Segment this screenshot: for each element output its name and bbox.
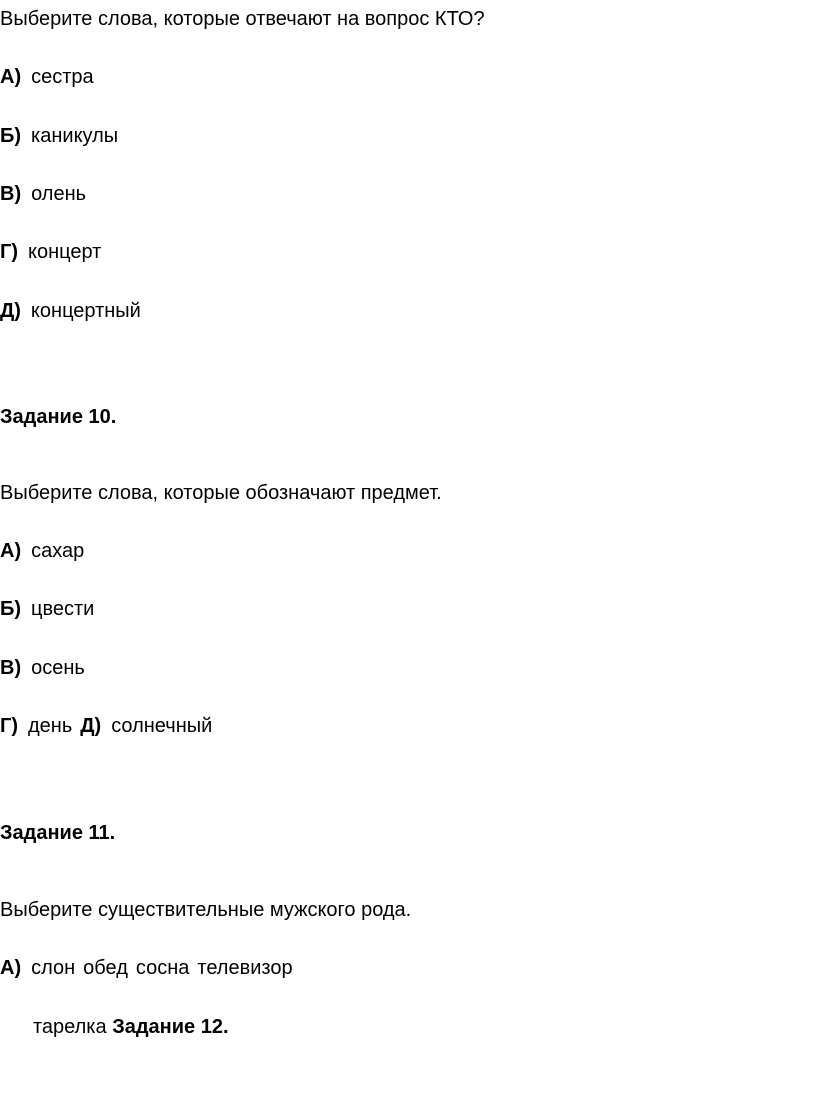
option-text: олень xyxy=(31,183,87,205)
option-letter: В) xyxy=(0,657,22,679)
option-letter: Д) xyxy=(80,715,102,737)
option-letter: Г) xyxy=(0,715,18,737)
option-text: день xyxy=(28,715,73,737)
word: слон xyxy=(31,957,76,979)
word: обед xyxy=(83,957,128,979)
q10-title: Задание 10. xyxy=(0,406,117,428)
option-letter: А) xyxy=(0,957,22,979)
word: тарелка xyxy=(33,1016,107,1038)
q10-option-b xyxy=(0,596,94,622)
q9-option-c xyxy=(0,181,86,207)
q9-option-d xyxy=(0,239,101,265)
q11-option-a-continued xyxy=(33,1014,229,1040)
option-text: сахар xyxy=(31,540,85,562)
option-text: сестра xyxy=(31,66,94,88)
option-text: концерт xyxy=(28,241,102,263)
q12-title: Задание 12. xyxy=(112,1016,229,1038)
option-letter: Б) xyxy=(0,598,22,620)
option-text: каникулы xyxy=(31,125,119,147)
option-letter: Г) xyxy=(0,241,18,263)
q11-title: Задание 11. xyxy=(0,822,116,844)
q10-option-a xyxy=(0,538,84,564)
option-letter: Б) xyxy=(0,125,22,147)
option-text: цвести xyxy=(31,598,95,620)
option-letter: А) xyxy=(0,540,22,562)
q9-option-b xyxy=(0,123,118,149)
q9-option-e xyxy=(0,298,141,324)
q10-question: Выберите слова, которые обозначают предмет. xyxy=(0,482,442,504)
option-letter: В) xyxy=(0,183,22,205)
q9-option-a xyxy=(0,64,94,90)
q10-option-c xyxy=(0,655,85,681)
q11-option-a xyxy=(0,955,293,981)
q11-question: Выберите существительные мужского рода. xyxy=(0,899,412,921)
q10-option-d-e xyxy=(0,713,212,739)
option-text: осень xyxy=(31,657,85,679)
option-text: солнечный xyxy=(111,715,213,737)
option-text: концертный xyxy=(30,300,141,322)
option-letter: Д) xyxy=(0,300,21,322)
option-letter: А) xyxy=(0,66,22,88)
word: сосна xyxy=(135,957,190,979)
q9-question: Выберите слова, которые отвечают на вопрос КТО? xyxy=(0,8,485,30)
word: телевизор xyxy=(197,957,293,979)
